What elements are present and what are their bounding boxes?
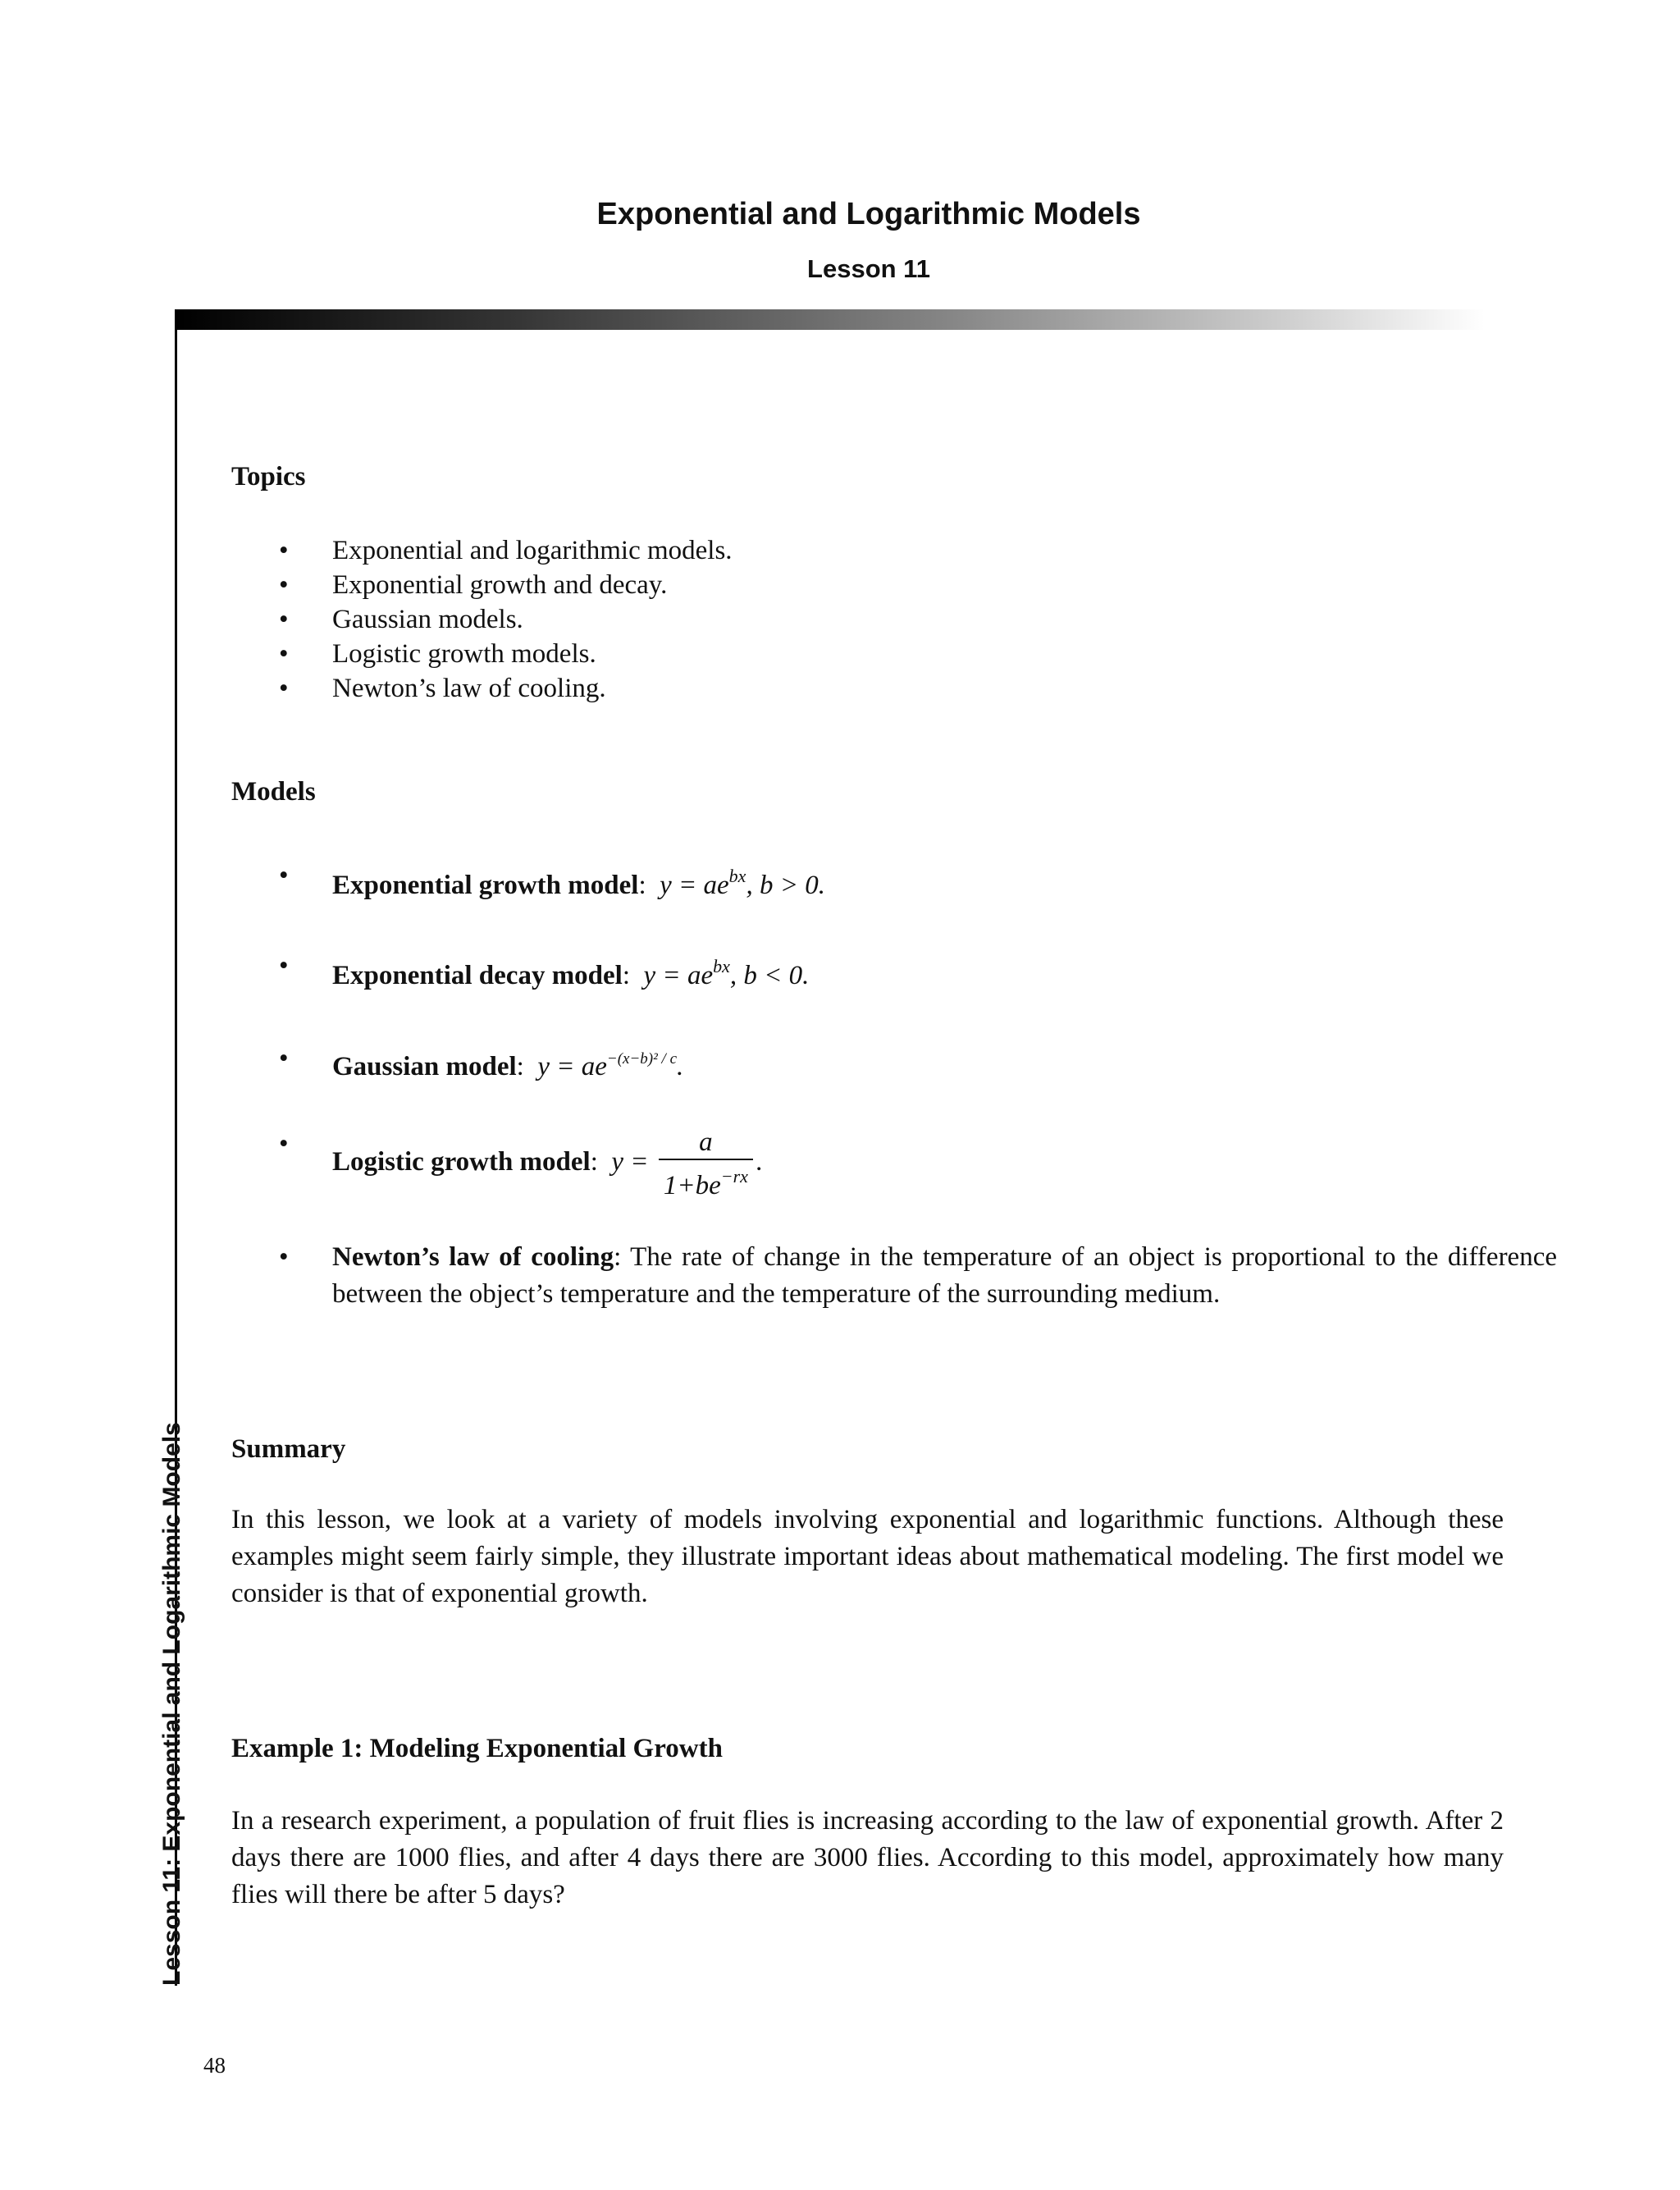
models-heading: Models [231, 777, 316, 807]
list-item: • Newton’s law of cooling. [279, 671, 733, 706]
list-item: • Exponential and logarithmic models. [279, 533, 733, 568]
model-label: Exponential decay model [332, 961, 623, 990]
example-heading: Example 1: Modeling Exponential Growth [231, 1734, 723, 1763]
model-label: Logistic growth model [332, 1147, 591, 1177]
list-item: • Exponential growth and decay. [279, 568, 733, 602]
exponential-decay-model: • Exponential decay model: $y = ae^{bx}$, b < 0. [279, 948, 1557, 994]
model-description: : The rate of change in the temperature of an object is proportional to the difference between the object’s temperature and the temperature of the surrounding medium. [332, 1242, 1557, 1309]
list-item: • Gaussian models. [279, 602, 733, 637]
gaussian-model: • Gaussian model: $y = ae^{-(x-b)^2 / c}$. [279, 1040, 1557, 1086]
logistic-growth-model: • Logistic growth model: y = $\frac{a}{1+be^{-rx}}$ . [279, 1126, 1557, 1202]
page-title: Exponential and Logarithmic Models [596, 197, 1141, 231]
model-formula: y = $\frac{a}{1+be^{-rx}}$ . [611, 1127, 764, 1200]
model-formula: $y = ae^{bx}$, b < 0. [643, 956, 810, 990]
logistic-fraction: $\frac{a}{1+be^{-rx}}$ [659, 1126, 753, 1202]
model-formula: $y = ae^{-(x-b)^2 / c}$. [537, 1050, 684, 1081]
list-item: • Logistic growth models. [279, 637, 733, 671]
topics-heading: Topics [231, 462, 306, 491]
model-label: Exponential growth model [332, 871, 639, 900]
model-label: Newton’s law of cooling [332, 1242, 614, 1272]
page-number: 48 [203, 2053, 226, 2078]
header-gradient-bar [175, 309, 1485, 330]
model-formula: $y = ae^{bx}$, b > 0. [660, 866, 825, 900]
sidebar-lesson-label: Lesson 11: Exponential and Logarithmic Models [158, 1422, 185, 1986]
summary-text: In this lesson, we look at a variety of models involving exponential and logarithmic functions. Although these examples might seem fairly simple, they illustrate important ideas about mathematical modeling. The first model we consider is that of exponential growth. [231, 1505, 1504, 1608]
model-label: Gaussian model [332, 1052, 517, 1081]
example-text: In a research experiment, a population of fruit flies is increasing according to the law of exponential growth. After 2 days there are 1000 flies, and after 4 days there are 3000 flies. According to this model, approximately how many flies will there be after 5 days? [231, 1806, 1504, 1909]
newtons-law-of-cooling [279, 1239, 1557, 1313]
exponential-growth-model: • Exponential growth model: $y = ae^{bx}$, b > 0. [279, 857, 1557, 904]
topics-list [279, 533, 733, 706]
lesson-subtitle: Lesson 11 [807, 254, 930, 283]
summary-heading: Summary [231, 1434, 346, 1464]
